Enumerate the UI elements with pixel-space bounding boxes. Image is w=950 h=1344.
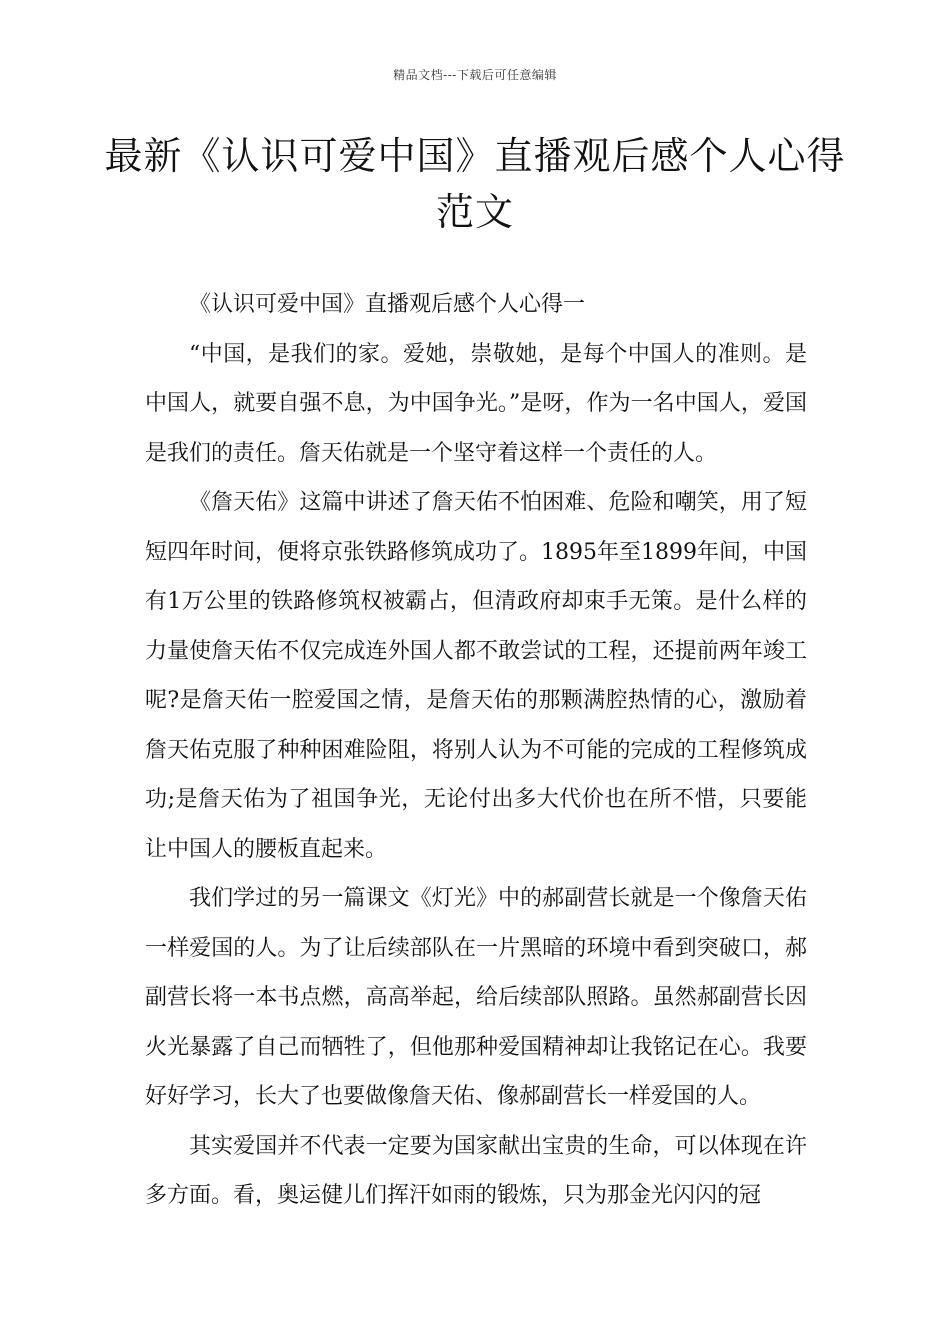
document-body <box>145 280 807 1221</box>
paragraph-subtitle: 《认识可爱中国》直播观后感个人心得一 <box>189 292 586 317</box>
paragraph: “中国，是我们的家。爱她，崇敬她，是每个中国人的准则。是中国人，就要自强不息，为中国争光。”是呀，作为一名中国人，爱国是我们的责任。詹天佑就是一个坚守着这样一个责任的人。 <box>145 341 807 466</box>
document-title: 最新《认识可爱中国》直播观后感个人心得范文 <box>104 134 846 234</box>
paragraph: 其实爱国并不代表一定要为国家献出宝贵的生命，可以体现在许多方面。看，奥运健儿们挥汗如雨的锻炼，只为那金光闪闪的冠 <box>145 1133 807 1208</box>
page-header-note: 精品文档---下载后可任意编辑 <box>393 68 557 82</box>
paragraph: 我们学过的另一篇课文《灯光》中的郝副营长就是一个像詹天佑一样爱国的人。为了让后续部队在一片黑暗的环境中看到突破口，郝副营长将一本书点燃，高高举起，给后续部队照路。虽然郝副营长因火光暴露了自己而牺牲了，但他那种爱国精神却让我铭记在心。我要好好学习，长大了也要做像詹天佑、像郝副营长一样爱国的人。 <box>145 886 807 1109</box>
paragraph: 《詹天佑》这篇中讲述了詹天佑不怕困难、危险和嘲笑，用了短短四年时间，便将京张铁路修筑成功了。1895年至1899年间，中国有1万公里的铁路修筑权被霸占，但清政府却束手无策。是什么样的力量使詹天佑不仅完成连外国人都不敢尝试的工程，还提前两年竣工呢?是詹天佑一腔爱国之情，是詹天佑的那颗满腔热情的心，激励着詹天佑克服了种种困难险阻，将别人认为不可能的完成的工程修筑成功;是詹天佑为了祖国争光，无论付出多大代价也在所不惜，只要能让中国人的腰板直起来。 <box>145 490 807 862</box>
